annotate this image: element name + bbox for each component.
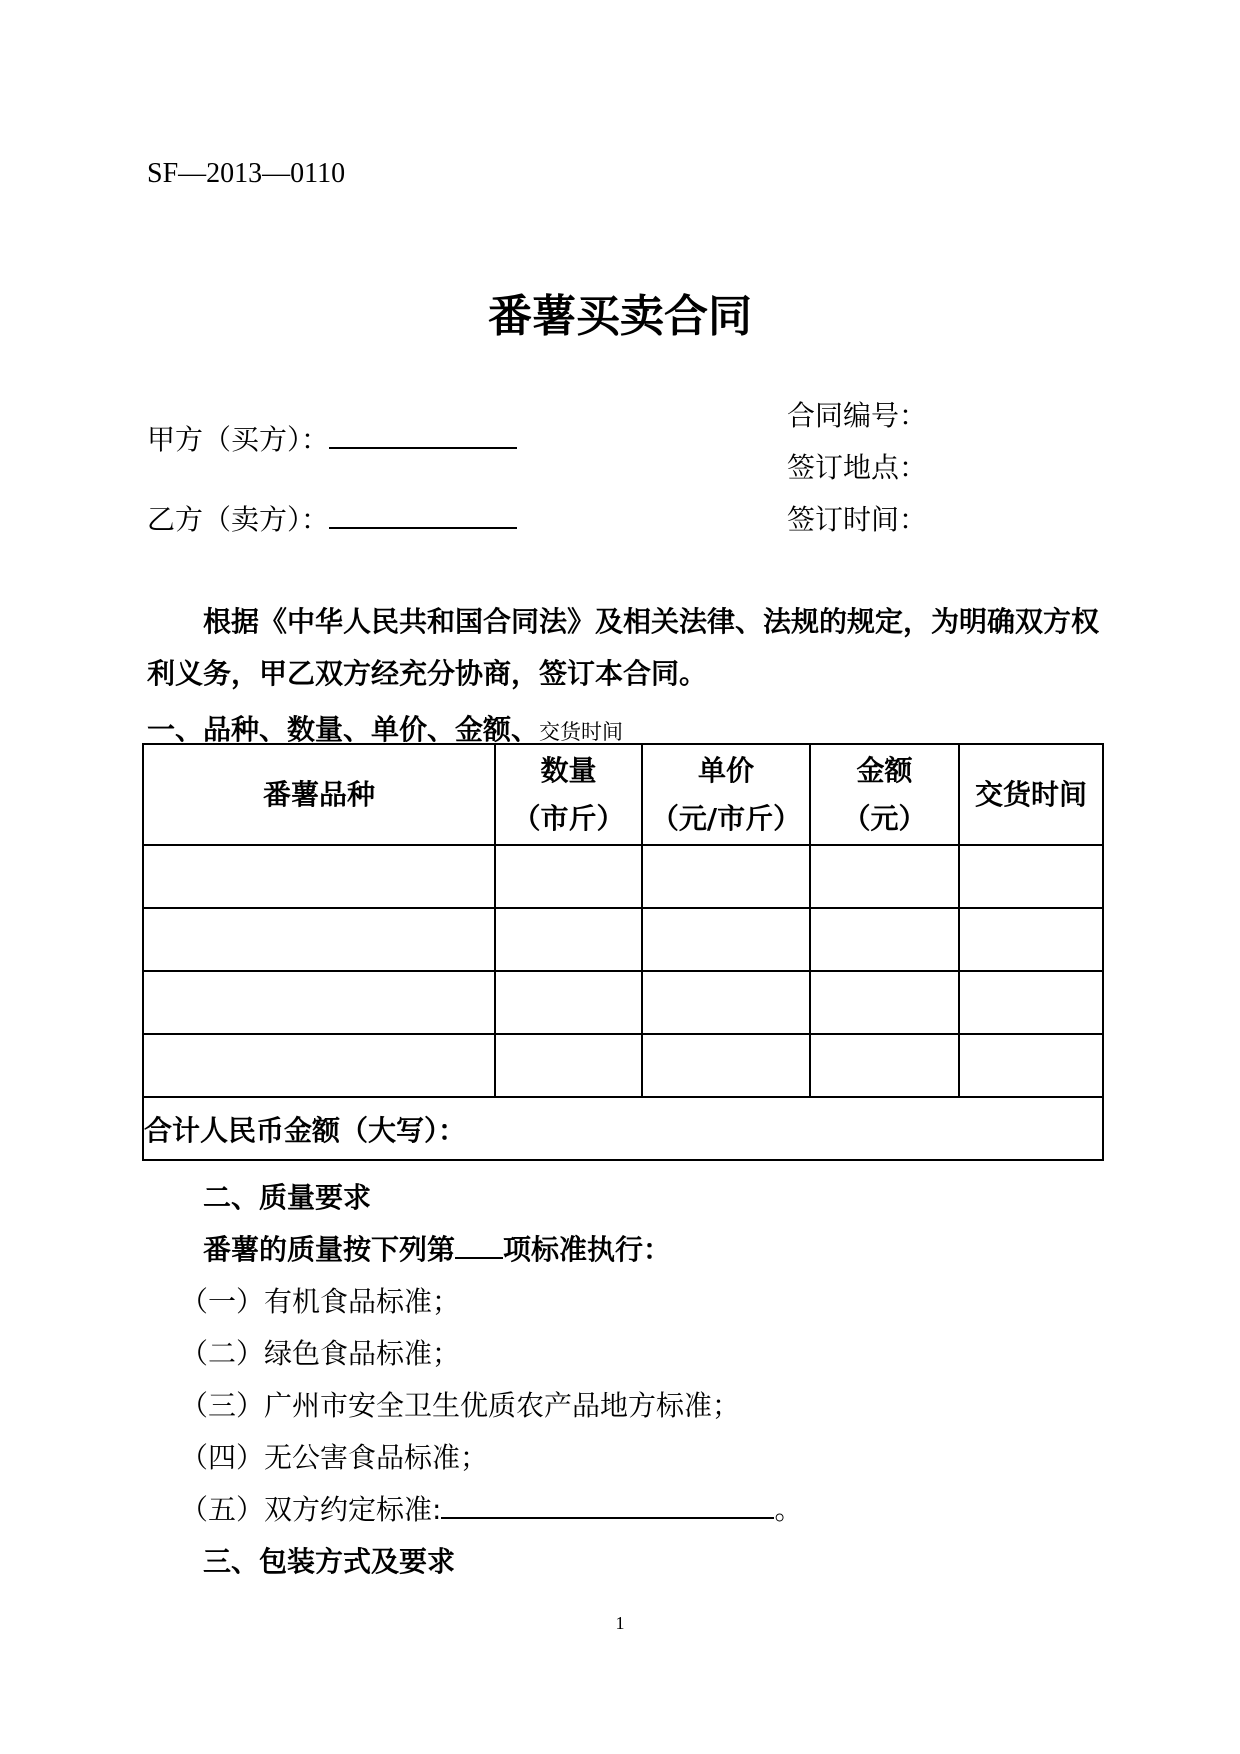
table-cell[interactable] (642, 845, 810, 908)
party-a-blank[interactable] (329, 421, 517, 449)
section-2-heading: 二、质量要求 (203, 1181, 372, 1214)
agreed-standard-blank[interactable] (441, 1493, 774, 1519)
section-1-heading-text: 一、品种、数量、单价、金额、 (147, 713, 540, 746)
table-cell[interactable] (495, 845, 642, 908)
table-total-row (143, 1097, 1103, 1160)
table-cell[interactable] (143, 971, 495, 1034)
intro-paragraph (147, 596, 1107, 700)
header-unit-price-line2: （元/市斤） (650, 801, 802, 835)
table-row (143, 1034, 1103, 1097)
party-a-label: 甲方（买方）： (147, 423, 330, 456)
party-b-line (147, 498, 517, 538)
table-row (143, 971, 1103, 1034)
total-amount-label: 合计人民币金额（大写）： (144, 1113, 467, 1147)
quality-item-3: （三）广州市安全卫生优质农产品地方标准； (180, 1389, 741, 1422)
table-row (143, 908, 1103, 971)
table-cell[interactable] (642, 971, 810, 1034)
standard-number-blank[interactable] (455, 1233, 503, 1259)
quality-lead-after: 项标准执行： (503, 1233, 672, 1266)
table-cell[interactable] (810, 971, 959, 1034)
table-cell[interactable] (495, 971, 642, 1034)
table-cell[interactable] (143, 908, 495, 971)
section-1-heading-small: 交货时间 (539, 720, 624, 744)
party-b-label: 乙方（卖方）： (147, 503, 330, 536)
header-quantity-line1: 数量 (540, 753, 597, 787)
section-1-heading (147, 708, 623, 748)
table-header-row (143, 744, 1103, 845)
header-amount (810, 744, 959, 845)
contract-number-label: 合同编号： (787, 399, 928, 432)
table-cell[interactable] (959, 971, 1103, 1034)
header-unit-price (642, 744, 810, 845)
goods-table (142, 743, 1104, 1161)
sign-place-label: 签订地点： (787, 451, 928, 484)
sign-time-label: 签订时间： (787, 503, 928, 536)
quality-item-5-end: 。 (774, 1493, 803, 1526)
table-row (143, 845, 1103, 908)
table-cell[interactable] (495, 1034, 642, 1097)
quality-item-5 (180, 1488, 802, 1528)
header-quantity-line2: （市斤） (512, 801, 625, 835)
quality-item-5-label: （五）双方约定标准: (180, 1493, 442, 1526)
party-a-line (147, 418, 517, 458)
quality-lead-before: 番薯的质量按下列第 (203, 1233, 456, 1266)
section-3-heading: 三、包装方式及要求 (203, 1545, 456, 1578)
header-variety (143, 744, 495, 845)
table-cell[interactable] (810, 845, 959, 908)
header-delivery-time-text: 交货时间 (974, 777, 1087, 811)
table-cell[interactable] (642, 1034, 810, 1097)
header-variety-text: 番薯品种 (262, 777, 375, 811)
party-b-blank[interactable] (329, 501, 517, 529)
table-cell[interactable] (143, 1034, 495, 1097)
table-cell[interactable] (810, 908, 959, 971)
table-cell[interactable] (642, 908, 810, 971)
table-cell[interactable] (495, 908, 642, 971)
table-cell[interactable] (143, 845, 495, 908)
table-cell[interactable] (959, 908, 1103, 971)
header-amount-line2: （元） (842, 801, 927, 835)
header-amount-line1: 金额 (856, 753, 913, 787)
quality-item-1: （一）有机食品标准； (180, 1285, 461, 1318)
table-cell[interactable] (959, 1034, 1103, 1097)
document-code: SF—2013—0110 (147, 158, 346, 189)
table-cell[interactable] (959, 845, 1103, 908)
quality-lead-line (203, 1228, 671, 1268)
header-quantity (495, 744, 642, 845)
quality-item-4: （四）无公害食品标准； (180, 1441, 489, 1474)
document-title: 番薯买卖合同 (488, 291, 752, 342)
total-amount-cell[interactable] (143, 1097, 1103, 1160)
header-unit-price-line1: 单价 (697, 753, 754, 787)
header-delivery-time (959, 744, 1103, 845)
intro-text: 根据《中华人民共和国合同法》及相关法律、法规的规定，为明确双方权利义务，甲乙双方经充分协商，签订本合同。 (147, 605, 1100, 690)
page-number: 1 (615, 1613, 625, 1633)
table-cell[interactable] (810, 1034, 959, 1097)
quality-item-2: （二）绿色食品标准； (180, 1337, 461, 1370)
